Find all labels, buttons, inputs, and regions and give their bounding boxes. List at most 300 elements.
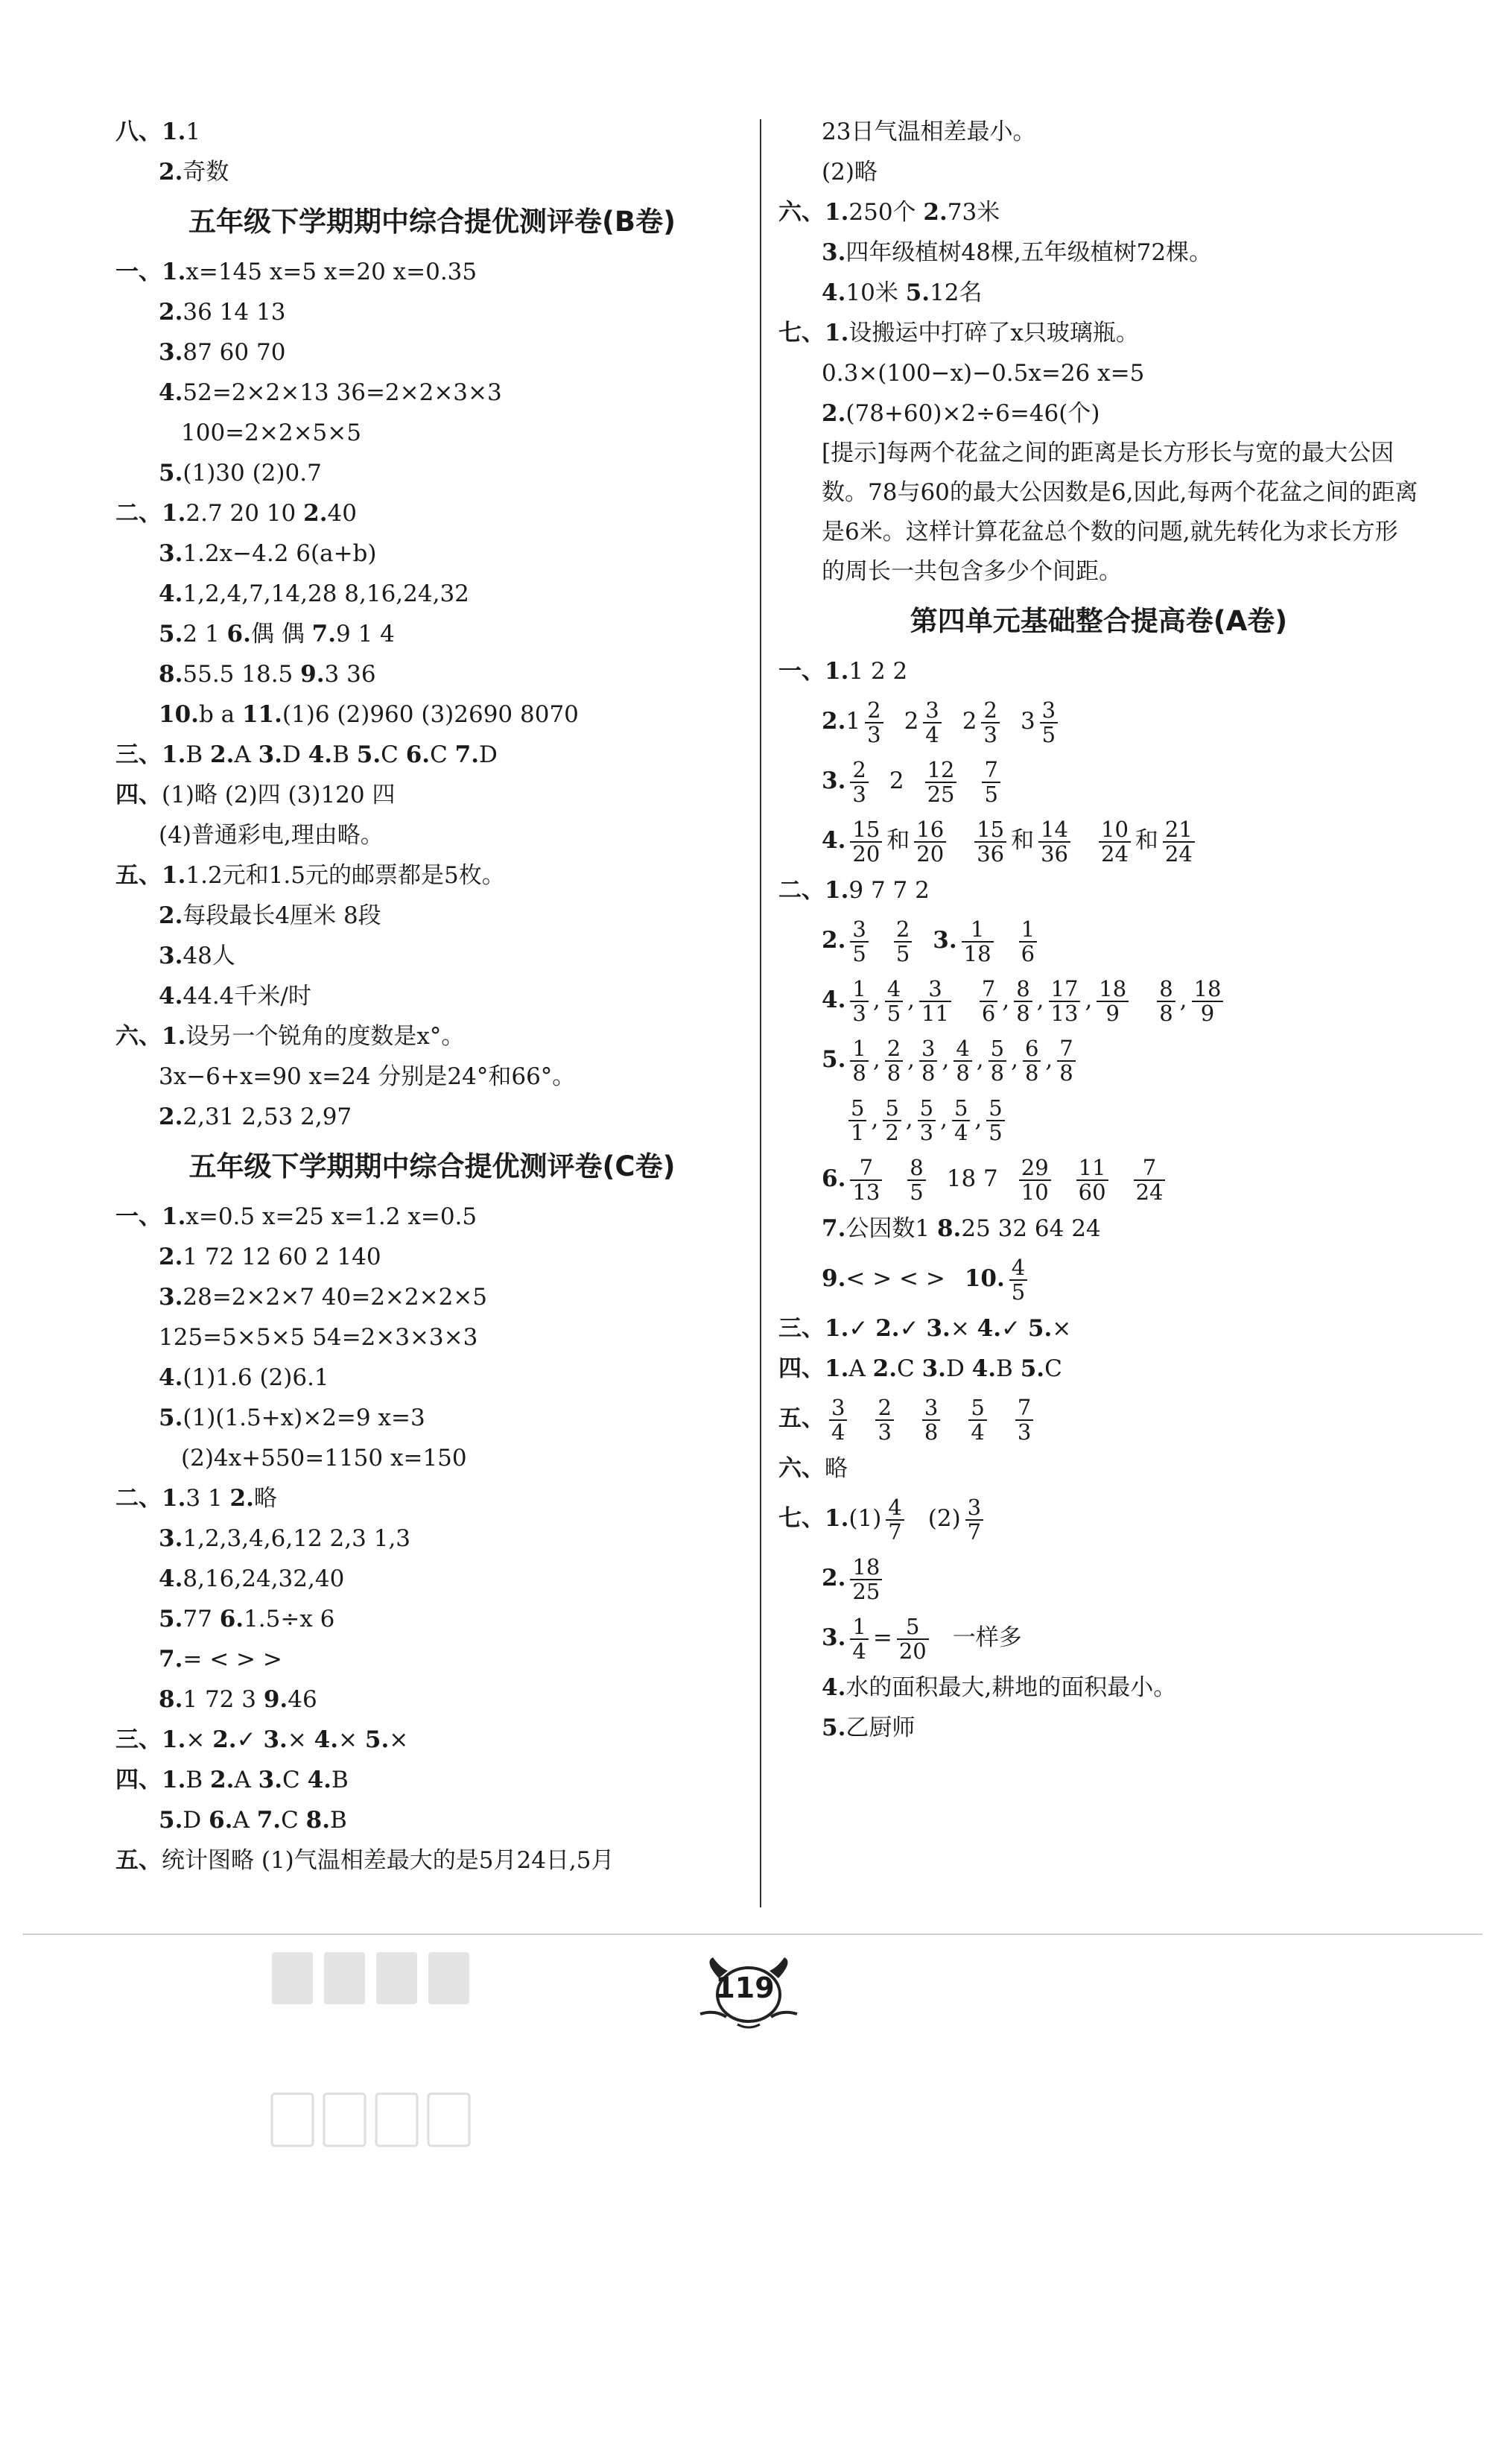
answer-line xyxy=(115,373,749,413)
question-number: 3. xyxy=(258,1767,283,1793)
question-number: 4. xyxy=(822,827,846,854)
question-number: 7. xyxy=(822,1215,846,1242)
fraction xyxy=(865,699,883,746)
denominator: 7 xyxy=(967,1518,982,1545)
question-number: 1. xyxy=(162,862,186,889)
question-number: 2. xyxy=(159,902,183,929)
right-top-block xyxy=(778,112,1419,651)
answer-line xyxy=(115,1317,749,1358)
answer-text: B xyxy=(331,1767,349,1793)
question-number: 1. xyxy=(825,658,849,685)
answer-line xyxy=(115,1599,749,1639)
question-number: 5. xyxy=(905,279,930,306)
numerator: 4 xyxy=(954,1037,971,1061)
answer-text: (1)略 (2)四 (3)120 四 xyxy=(162,782,396,808)
fraction xyxy=(989,1037,1006,1084)
question-number: 3. xyxy=(822,1624,846,1651)
question-number: 4. xyxy=(159,1565,183,1592)
answer-line xyxy=(115,735,749,775)
question-number: 2. xyxy=(159,159,183,186)
answer-text: × xyxy=(389,1726,409,1753)
question-number: 6. xyxy=(219,1606,244,1632)
denominator: 2 xyxy=(885,1119,899,1145)
answer-text: 2,31 2,53 2,97 xyxy=(183,1103,352,1130)
numerator: 5 xyxy=(883,1097,901,1121)
answer-text: × xyxy=(338,1726,365,1753)
answer-line xyxy=(115,1398,749,1438)
denominator: 5 xyxy=(989,1119,1003,1145)
question-number: 2. xyxy=(210,1767,235,1793)
question-number: 1. xyxy=(162,1767,186,1793)
fraction xyxy=(1014,978,1032,1024)
denominator: 9 xyxy=(1200,1000,1215,1026)
answer-text: 250个 xyxy=(848,199,924,226)
fraction xyxy=(922,1396,940,1443)
answer-line xyxy=(778,232,1419,273)
section-marker: 六、 xyxy=(115,1023,162,1050)
answer-text: B xyxy=(332,741,357,768)
conjunction-text: 和 xyxy=(886,827,910,854)
numerator: 5 xyxy=(897,1615,929,1639)
question-number: 3. xyxy=(159,1284,183,1311)
answer-line xyxy=(778,870,1419,910)
denominator: 3 xyxy=(852,781,866,807)
section-marker: 二、 xyxy=(778,877,825,904)
watermark-1 xyxy=(264,1937,488,2035)
answer-text: 每段最长4厘米 8段 xyxy=(183,902,381,929)
conjunction-text: 和 xyxy=(1011,827,1035,854)
fraction xyxy=(850,1037,868,1084)
answer-text: × xyxy=(950,1315,977,1342)
denominator: 36 xyxy=(1041,840,1068,867)
answer-text: × xyxy=(185,1726,213,1753)
numerator: 5 xyxy=(989,1037,1006,1061)
numerator: 5 xyxy=(986,1097,1004,1121)
answer-line xyxy=(778,1708,1419,1748)
denominator: 8 xyxy=(990,1060,1005,1086)
answer-line xyxy=(115,1478,749,1518)
answer-text: 1.2x−4.2 6(a+b) xyxy=(183,540,377,567)
question-number: 1. xyxy=(825,320,849,346)
answer-line xyxy=(115,1679,749,1720)
answer-text: [提示]每两个花盆之间的距离是长方形长与宽的最大公因数。78与60的最大公因数是6,因此,每两个花盆之间的距离是6米。这样计算花盆总个数的问题,就先转化为求长方形的周长一共包含多少个间距。 xyxy=(822,440,1418,585)
question-number: 4. xyxy=(159,1364,183,1391)
question-number: 2. xyxy=(212,1726,237,1753)
answer-text: (1)1.6 (2)6.1 xyxy=(183,1364,329,1391)
denominator: 8 xyxy=(1059,1060,1073,1086)
fraction xyxy=(1076,1156,1108,1203)
numerator: 18 xyxy=(1192,978,1224,1001)
question-number: 8. xyxy=(305,1807,331,1834)
answer-line xyxy=(778,192,1419,232)
question-number: 1. xyxy=(825,1355,849,1382)
numerator: 7 xyxy=(980,978,997,1001)
denominator: 20 xyxy=(898,1638,927,1664)
denominator: 8 xyxy=(852,1060,866,1086)
section-marker: 一、 xyxy=(115,259,162,285)
numerator: 3 xyxy=(829,1396,847,1420)
fraction xyxy=(952,1097,970,1144)
answer-text: 2 1 xyxy=(183,621,227,647)
answer-line xyxy=(115,1720,749,1760)
fraction xyxy=(1192,978,1224,1024)
answer-text: 18 7 xyxy=(946,1165,998,1192)
question-number: 2. xyxy=(923,199,948,226)
conjunction-text: 和 xyxy=(1135,827,1158,854)
denominator: 36 xyxy=(977,840,1005,867)
answer-text: 46 xyxy=(288,1686,317,1713)
fraction xyxy=(1099,818,1131,865)
numerator: 2 xyxy=(850,758,868,782)
denominator: 3 xyxy=(983,721,997,747)
question-number: 1. xyxy=(162,1023,186,1050)
answer-text: B xyxy=(185,741,211,768)
question-number: 7. xyxy=(256,1807,282,1834)
answer-text: 乙厨师 xyxy=(845,1714,916,1741)
denominator: 20 xyxy=(916,840,945,867)
numerator: 3 xyxy=(919,978,951,1001)
left-column xyxy=(115,112,749,1881)
answer-line xyxy=(115,976,749,1016)
answer-line xyxy=(115,1358,749,1398)
denominator: 5 xyxy=(895,940,910,966)
numerator: 18 xyxy=(850,1556,882,1580)
answer-text: C xyxy=(897,1355,922,1382)
answer-text: D xyxy=(945,1355,972,1382)
question-number: 10. xyxy=(964,1265,1005,1292)
answer-text: 一样多 xyxy=(952,1624,1022,1651)
numerator: 7 xyxy=(1057,1037,1075,1061)
numerator: 16 xyxy=(914,818,946,842)
fraction xyxy=(1038,818,1070,865)
numerator: 7 xyxy=(1015,1396,1033,1420)
question-number: 11. xyxy=(241,701,282,728)
question-number: 2. xyxy=(303,500,328,527)
answer-text: 12名 xyxy=(930,279,983,306)
answer-line xyxy=(115,1016,749,1057)
answer-line xyxy=(115,694,749,735)
answer-text: 77 xyxy=(183,1606,220,1632)
fraction xyxy=(850,758,868,805)
question-number: 1. xyxy=(162,1726,186,1753)
answer-text: A xyxy=(232,1807,257,1834)
answer-text: 36 14 13 xyxy=(183,299,286,326)
answer-line xyxy=(115,815,749,855)
answer-text: 0.3×(100−x)−0.5x=26 x=5 xyxy=(822,360,1145,387)
answer-text: B xyxy=(185,1767,211,1793)
fraction xyxy=(981,699,999,746)
answer-line xyxy=(115,1097,749,1137)
question-number: 6. xyxy=(209,1807,233,1834)
numerator: 7 xyxy=(850,1156,882,1180)
footer-rule xyxy=(22,1933,1482,1935)
fraction xyxy=(1097,978,1129,1024)
answer-text: 25 32 64 24 xyxy=(961,1215,1101,1242)
answer-line xyxy=(778,1448,1419,1489)
question-number: 5. xyxy=(822,1714,846,1741)
whole-part: 1 xyxy=(845,708,861,735)
denominator: 4 xyxy=(954,1119,968,1145)
section-marker: 一、 xyxy=(778,658,825,685)
section-marker: 三、 xyxy=(115,741,162,768)
watermark-2-graphic xyxy=(264,2079,488,2161)
section-marker: 四、 xyxy=(115,782,162,808)
question-number: 2. xyxy=(159,1244,183,1270)
numerator: 3 xyxy=(919,1037,937,1061)
whole-part: 2 xyxy=(904,708,919,735)
numerator: 8 xyxy=(1157,978,1175,1001)
question-number: 1. xyxy=(825,199,849,226)
question-number: 2. xyxy=(210,741,235,768)
fraction xyxy=(1015,1396,1033,1443)
answer-text: 设另一个锐角的度数是x°。 xyxy=(185,1023,465,1050)
answer-line xyxy=(778,1389,1419,1448)
question-number: 2. xyxy=(822,400,846,427)
answer-text: 设搬运中打碎了x只玻璃瓶。 xyxy=(848,320,1139,346)
answer-line xyxy=(115,1277,749,1317)
fraction xyxy=(965,1496,983,1543)
answer-text: × xyxy=(1052,1315,1072,1342)
answer-text: C xyxy=(282,1767,308,1793)
question-number: 7. xyxy=(159,1646,183,1673)
numerator: 15 xyxy=(850,818,882,842)
answer-line xyxy=(115,574,749,614)
numerator: 2 xyxy=(894,918,912,942)
numerator: 5 xyxy=(918,1097,936,1121)
answer-text: (2)4x+550=1150 x=150 xyxy=(181,1445,467,1472)
question-number: 1. xyxy=(162,1203,186,1230)
question-number: 7. xyxy=(311,621,336,647)
section-marker: 二、 xyxy=(115,500,162,527)
question-number: 6. xyxy=(822,1165,846,1192)
answer-text: ✓ xyxy=(899,1315,927,1342)
answer-text: b a xyxy=(198,701,242,728)
answer-line xyxy=(778,1548,1419,1608)
answer-text: ✓ xyxy=(236,1726,264,1753)
denominator: 3 xyxy=(867,721,881,747)
answer-line xyxy=(115,292,749,332)
watermark-1-graphic xyxy=(264,1937,488,2019)
numerator: 5 xyxy=(968,1396,986,1420)
numerator: 8 xyxy=(1014,978,1032,1001)
question-number: 5. xyxy=(159,460,183,487)
denominator: 4 xyxy=(831,1419,845,1445)
question-number: 3. xyxy=(822,239,846,266)
answer-line xyxy=(115,493,749,533)
fraction xyxy=(1019,918,1037,965)
answer-text: 48人 xyxy=(183,943,235,969)
question-number: 4. xyxy=(307,1767,331,1793)
fraction xyxy=(980,978,997,1024)
denominator: 3 xyxy=(1017,1419,1032,1445)
numerator: 11 xyxy=(1076,1156,1108,1180)
question-number: 4. xyxy=(822,279,846,306)
denominator: 20 xyxy=(852,840,880,867)
question-number: 3. xyxy=(159,943,183,969)
fraction xyxy=(886,1496,904,1543)
numerator: 3 xyxy=(922,1396,940,1420)
question-number: 2. xyxy=(872,1355,897,1382)
answer-text: D xyxy=(282,741,308,768)
numerator: 5 xyxy=(848,1097,866,1121)
answer-text: ✓ xyxy=(848,1315,876,1342)
denominator: 8 xyxy=(886,1060,901,1086)
answer-text: C xyxy=(1044,1355,1062,1382)
answer-line xyxy=(778,1308,1419,1349)
answer-line: $\frac{5}{1}$ , $\frac{5}{2}$ , $\frac{5}{3}$ , $\frac{5}{4}$ , $\frac{5}{5}$ xyxy=(778,1089,1419,1149)
question-number: 5. xyxy=(159,1606,183,1632)
answer-text: (4)普通彩电,理由略。 xyxy=(159,822,384,849)
answer-text: 40 xyxy=(327,500,357,527)
answer-text: 1.2元和1.5元的邮票都是5枚。 xyxy=(185,862,505,889)
answer-line xyxy=(778,393,1419,434)
answer-line xyxy=(115,1197,749,1237)
question-number: 3. xyxy=(159,1525,183,1552)
answer-text: 奇数 xyxy=(183,159,229,186)
answer-text: 1,2,4,7,14,28 8,16,24,32 xyxy=(183,580,469,607)
answer-text: 1,2,3,4,6,12 2,3 1,3 xyxy=(183,1525,411,1552)
answer-text: 略 xyxy=(825,1455,848,1482)
page-number: 119 xyxy=(715,1971,775,2004)
fraction xyxy=(974,818,1006,865)
answer-text: C xyxy=(281,1807,306,1834)
denominator: 4 xyxy=(925,721,939,747)
numerator: 6 xyxy=(1023,1037,1041,1061)
answer-text: (1)30 (2)0.7 xyxy=(183,460,322,487)
question-number: 5. xyxy=(159,1404,183,1431)
question-number: 8. xyxy=(159,1686,183,1713)
answer-line xyxy=(115,1237,749,1277)
numerator: 12 xyxy=(925,758,957,782)
denominator: 5 xyxy=(1041,721,1056,747)
question-number: 1. xyxy=(162,118,186,145)
answer-text: 偶 偶 xyxy=(250,621,312,647)
answer-line xyxy=(115,1438,749,1478)
fraction xyxy=(923,699,941,746)
question-number: 2. xyxy=(822,1565,846,1592)
answer-text: 略 xyxy=(253,1485,277,1512)
answer-text: 1 72 3 xyxy=(183,1686,264,1713)
question-number: 9. xyxy=(822,1265,846,1292)
fraction xyxy=(925,758,957,805)
numerator: 2 xyxy=(885,1037,903,1061)
fraction xyxy=(850,978,868,1024)
question-number: 8. xyxy=(936,1215,962,1242)
answer-text: 87 60 70 xyxy=(183,339,286,366)
question-number: 3. xyxy=(258,741,283,768)
question-number: 5. xyxy=(356,741,381,768)
question-number: 1. xyxy=(825,1315,849,1342)
answer-text: (78+60)×2÷6=46(个) xyxy=(845,400,1100,427)
denominator: 24 xyxy=(1101,840,1129,867)
answer-text: 2 xyxy=(889,767,904,794)
question-number: 4. xyxy=(159,983,183,1010)
section-marker: 三、 xyxy=(778,1315,825,1342)
question-number: 1. xyxy=(162,1485,186,1512)
denominator: 4 xyxy=(971,1419,985,1445)
answer-line xyxy=(778,152,1419,192)
numerator: 18 xyxy=(1097,978,1129,1001)
question-number: 9. xyxy=(300,661,325,688)
answer-text: 3x−6+x=90 x=24 分别是24°和66°。 xyxy=(159,1063,576,1090)
section-marker: 七、 xyxy=(778,1505,825,1532)
answer-text: 52=2×2×13 36=2×2×3×3 xyxy=(183,379,502,406)
question-number: 4. xyxy=(308,741,333,768)
answer-line xyxy=(778,910,1419,970)
question-number: 7. xyxy=(454,741,480,768)
denominator: 13 xyxy=(1050,1000,1079,1026)
answer-line xyxy=(778,751,1419,811)
answer-text: A xyxy=(234,741,258,768)
question-number: 5. xyxy=(822,1046,846,1073)
answer-text: C xyxy=(430,741,455,768)
answer-text: = xyxy=(872,1624,892,1651)
numerator: 15 xyxy=(974,818,1006,842)
numerator: 8 xyxy=(907,1156,925,1180)
question-number: 8. xyxy=(159,661,183,688)
answer-text: 28=2×2×7 40=2×2×2×5 xyxy=(183,1284,488,1311)
denominator: 25 xyxy=(852,1578,880,1604)
fraction xyxy=(1049,978,1081,1024)
question-number: 1. xyxy=(825,877,849,904)
numerator: 29 xyxy=(1019,1156,1051,1180)
answer-text: × xyxy=(287,1726,314,1753)
watermark-2 xyxy=(264,2079,488,2176)
fraction xyxy=(919,1037,937,1084)
answer-text: 公因数1 xyxy=(845,1215,937,1242)
answer-line xyxy=(115,1760,749,1800)
whole-part: 3 xyxy=(1020,708,1035,735)
answer-text: 9 7 7 2 xyxy=(848,877,930,904)
answer-line xyxy=(115,936,749,976)
denominator: 6 xyxy=(981,1000,996,1026)
question-number: 1. xyxy=(162,741,186,768)
section-marker: 四、 xyxy=(115,1767,162,1793)
answer-text: 125=5×5×5 54=2×3×3×3 xyxy=(159,1324,478,1351)
question-number: 4. xyxy=(822,986,846,1013)
fraction xyxy=(848,1097,866,1144)
section-marker: 六、 xyxy=(778,1455,825,1482)
numerator: 4 xyxy=(1009,1256,1027,1280)
answer-text: D xyxy=(479,741,498,768)
denominator: 3 xyxy=(878,1419,892,1445)
answer-line xyxy=(115,1057,749,1097)
answer-line xyxy=(115,1639,749,1679)
question-number: 4. xyxy=(977,1315,1002,1342)
mixed-number xyxy=(904,697,946,747)
answer-line xyxy=(778,313,1419,353)
answer-text: C xyxy=(381,741,406,768)
answer-line xyxy=(778,112,1419,152)
answer-text: 23日气温相差最小。 xyxy=(822,118,1036,145)
fraction xyxy=(850,818,882,865)
fraction xyxy=(850,918,868,965)
denominator: 13 xyxy=(852,1179,880,1205)
answer-text: B xyxy=(330,1807,347,1834)
fraction xyxy=(829,1396,847,1443)
question-number: 6. xyxy=(226,621,251,647)
answer-line xyxy=(115,332,749,373)
numerator: 3 xyxy=(850,918,868,942)
numerator: 2 xyxy=(981,699,999,723)
denominator: 60 xyxy=(1078,1179,1106,1205)
denominator: 5 xyxy=(910,1179,924,1205)
numerator: 7 xyxy=(982,758,1000,782)
answer-text: 9 1 4 xyxy=(336,621,395,647)
numerator: 1 xyxy=(962,918,994,942)
fraction xyxy=(885,978,903,1024)
question-number: 2. xyxy=(822,927,846,954)
